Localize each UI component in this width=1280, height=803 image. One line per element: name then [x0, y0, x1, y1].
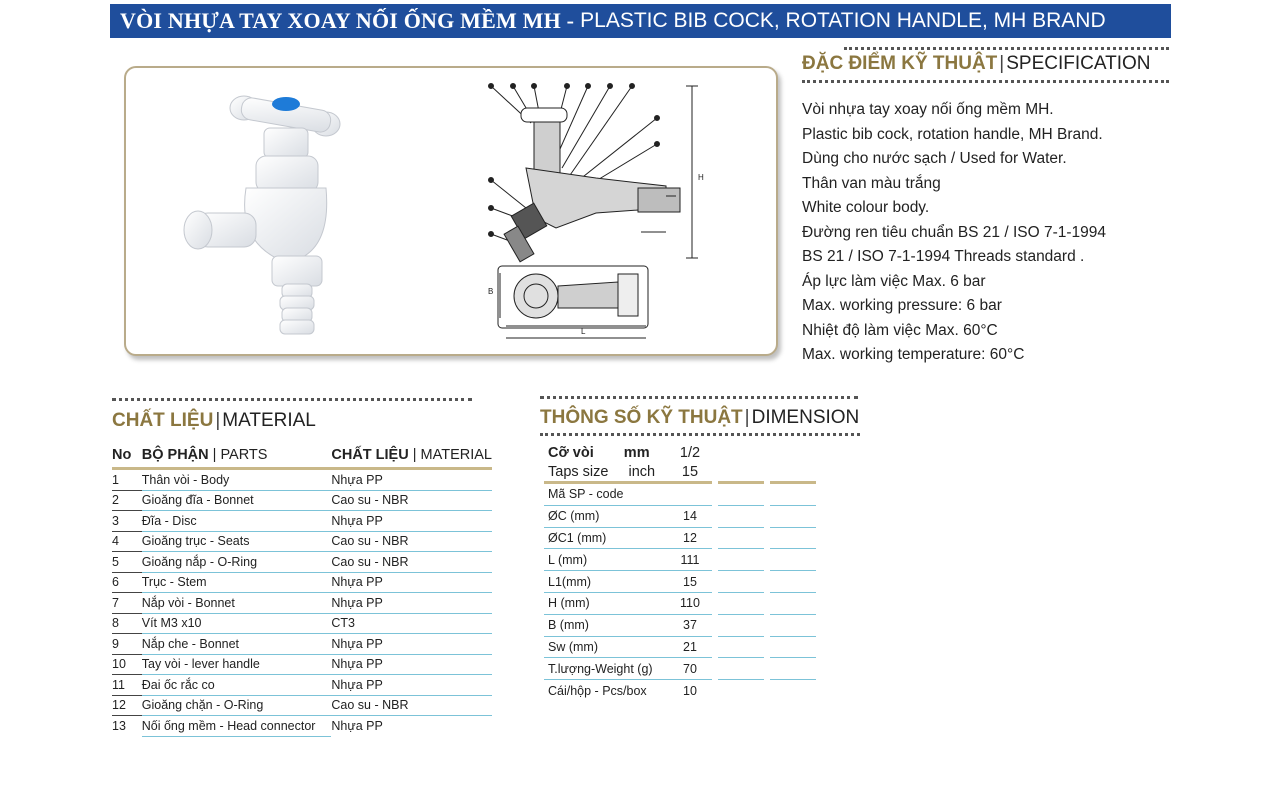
- spec-title-en: SPECIFICATION: [1006, 53, 1151, 74]
- table-row: 10 Tay vòi - lever handle Nhựa PP: [112, 654, 492, 675]
- header-parts: BỘ PHẬN | PARTS: [142, 443, 332, 469]
- size-unit: mm: [623, 444, 650, 461]
- table-row: H (mm) 110: [544, 592, 816, 614]
- section-view: [504, 108, 680, 262]
- spec-title: ĐẶC ĐIỂM KỸ THUẬT | SPECIFICATION: [802, 53, 1151, 74]
- table-row: Mã SP - code: [544, 483, 816, 506]
- material-header-row: [112, 443, 492, 469]
- table-row: T.lượng-Weight (g) 70: [544, 658, 816, 680]
- dimension-table: [544, 443, 816, 701]
- spec-line: Nhiệt độ làm việc Max. 60°C: [802, 321, 998, 339]
- material-title-en: MATERIAL: [222, 410, 316, 431]
- spec-line: Thân van màu trắng: [802, 174, 941, 192]
- drawing-label-b: B: [488, 287, 494, 296]
- dimension-title-en: DIMENSION: [751, 407, 860, 428]
- drawing-label-h: H: [698, 173, 704, 182]
- title-en: PLASTIC BIB COCK, ROTATION HANDLE, MH BRAND: [580, 9, 1106, 32]
- material-table: [112, 443, 492, 737]
- table-row: L1(mm) 15: [544, 571, 816, 593]
- plan-view: [498, 266, 648, 338]
- spec-line: Plastic bib cock, rotation handle, MH Brand.: [802, 125, 1103, 143]
- taps-value: 15: [668, 462, 712, 483]
- table-row: 12 Gioăng chặn - O-Ring Cao su - NBR: [112, 695, 492, 716]
- dimension-header-row: [544, 443, 816, 462]
- faucet-photo: [184, 96, 340, 334]
- taps-label: Taps size: [548, 463, 609, 480]
- spec-line: BS 21 / ISO 7-1-1994 Threads standard .: [802, 248, 1085, 265]
- dimension-divider-bottom: [540, 433, 860, 436]
- table-row: ØC (mm) 14: [544, 505, 816, 527]
- size-label: Cỡ vòi: [548, 444, 594, 461]
- size-value: 1/2: [679, 444, 701, 461]
- table-row: 7 Nắp vòi - Bonnet Nhựa PP: [112, 593, 492, 614]
- table-row: 13 Nối ống mềm - Head connector Nhựa PP: [112, 716, 492, 737]
- spec-line: Max. working pressure: 6 bar: [802, 297, 1002, 314]
- dimension-divider-top: [540, 396, 858, 399]
- table-row: L (mm) 111: [544, 549, 816, 571]
- table-row: 3 Đĩa - Disc Nhựa PP: [112, 511, 492, 532]
- title-banner: [110, 4, 1171, 38]
- title-vn: VÒI NHỰA TAY XOAY NỐI ỐNG MỀM MH -: [120, 8, 575, 33]
- spec-line: Vòi nhựa tay xoay nối ống mềm MH.: [802, 101, 1054, 118]
- material-title: CHẤT LIỆU | MATERIAL: [112, 410, 316, 431]
- spec-divider-bottom: [802, 80, 1169, 83]
- table-row: 5 Gioăng nắp - O-Ring Cao su - NBR: [112, 552, 492, 573]
- drawing-label-l: L: [581, 327, 586, 336]
- spec-title-vn: ĐẶC ĐIỂM KỸ THUẬT: [802, 53, 998, 74]
- table-row: 9 Nắp che - Bonnet Nhựa PP: [112, 634, 492, 655]
- table-row: Cái/hộp - Pcs/box 10: [548, 683, 697, 698]
- table-row: ØC1 (mm) 12: [544, 527, 816, 549]
- table-row: B (mm) 37: [544, 614, 816, 636]
- table-row: 4 Gioăng trục - Seats Cao su - NBR: [112, 531, 492, 552]
- table-row: 11 Đai ốc rắc co Nhựa PP: [112, 675, 492, 696]
- product-image-frame: [124, 66, 778, 356]
- dimension-title: THÔNG SỐ KỸ THUẬT | DIMENSION: [540, 407, 860, 428]
- table-row: 6 Trục - Stem Nhựa PP: [112, 572, 492, 593]
- table-row: Sw (mm) 21: [544, 636, 816, 658]
- dimension-title-vn: THÔNG SỐ KỸ THUẬT: [540, 407, 743, 428]
- spec-line: White colour body.: [802, 199, 930, 216]
- technical-drawing: [489, 84, 699, 339]
- table-row: 2 Gioăng đĩa - Bonnet Cao su - NBR: [112, 490, 492, 511]
- table-row: 8 Vít M3 x10 CT3: [112, 613, 492, 634]
- material-divider: [112, 398, 472, 401]
- product-illustration: [126, 68, 776, 354]
- dimension-lines: [641, 86, 698, 258]
- table-row: 1 Thân vòi - Body Nhựa PP: [112, 469, 492, 491]
- spec-divider-top: [844, 47, 1169, 50]
- spec-list: [802, 98, 1222, 368]
- spec-line: Max. working temperature: 60°C: [802, 346, 1025, 363]
- spec-line: Đường ren tiêu chuẩn BS 21 / ISO 7-1-1994: [802, 223, 1107, 241]
- header-material: CHẤT LIỆU | MATERIAL: [331, 443, 492, 469]
- dimension-header-row: [544, 462, 816, 483]
- spec-line: Áp lực làm việc Max. 6 bar: [802, 272, 986, 290]
- spec-line: Dùng cho nước sạch / Used for Water.: [802, 150, 1067, 167]
- material-title-vn: CHẤT LIỆU: [112, 410, 214, 431]
- header-no: No: [112, 443, 142, 469]
- taps-unit: inch: [628, 463, 656, 480]
